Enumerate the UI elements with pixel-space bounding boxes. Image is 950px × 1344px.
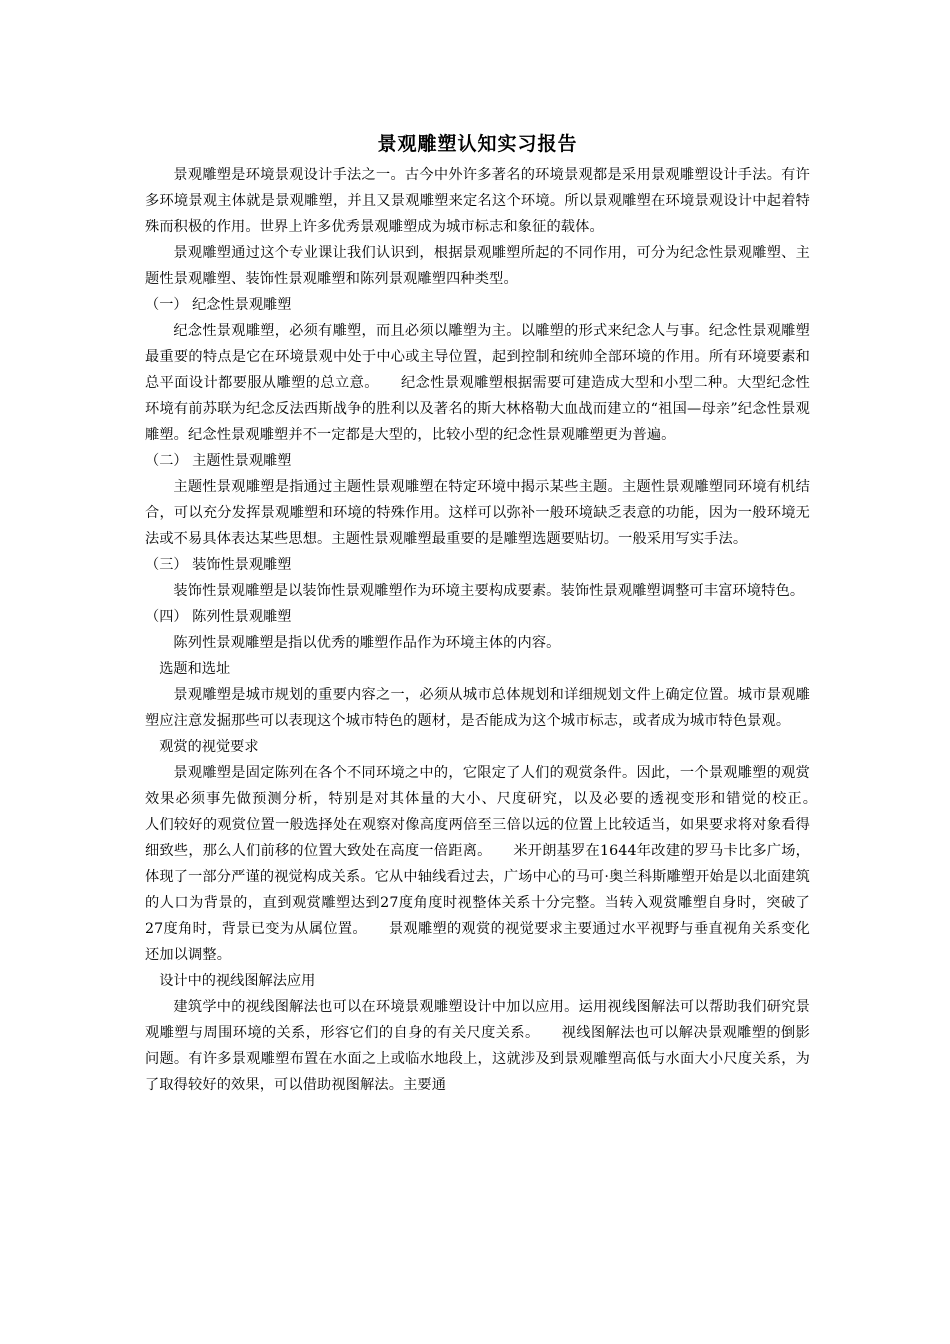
section-heading-memorial: （一） 纪念性景观雕塑 <box>145 297 292 313</box>
subheading-sightline-method: 设计中的视线图解法应用 <box>159 973 316 989</box>
document-title: 景观雕塑认知实习报告 <box>377 133 578 155</box>
section-heading-exhibition: （四） 陈列性景观雕塑 <box>145 609 292 625</box>
section-heading-thematic: （二） 主题性景观雕塑 <box>145 453 292 469</box>
subheading-site-selection: 选题和选址 <box>159 661 231 677</box>
types-paragraph: 景观雕塑通过这个专业课让我们认识到，根据景观雕塑所起的不同作用，可分为纪念性景观雕塑、主题性景观雕塑、装饰性景观雕塑和陈列景观雕塑四种类型。 <box>145 245 810 287</box>
decorative-paragraph: 装饰性景观雕塑是以装饰性景观雕塑作为环境主要构成要素。装饰性景观雕塑调整可丰富环境特色。 <box>173 583 805 599</box>
site-selection-paragraph: 景观雕塑是城市规划的重要内容之一，必须从城市总体规划和详细规划文件上确定位置。城市景观雕塑应注意发掘那些可以表现这个城市特色的题材，是否能成为这个城市标志，或者成为城市特色景观。 <box>145 687 810 729</box>
sightline-method-paragraph: 建筑学中的视线图解法也可以在环境景观雕塑设计中加以应用。运用视线图解法可以帮助我们研究景观雕塑与周围环境的关系，形容它们的自身的有关尺度关系。 视线图解法也可以解决景观雕塑的倒影问题。有许多景观雕塑布置在水面之上或临水地段上，这就涉及到景观雕塑高低与水面大小尺度关系，为了取得较好的效果，可以借助视图解法。主要通 <box>145 999 810 1093</box>
intro-paragraph: 景观雕塑是环境景观设计手法之一。古今中外许多著名的环境景观都是采用景观雕塑设计手法。有许多环境景观主体就是景观雕塑，并且又景观雕塑来定名这个环境。所以景观雕塑在环境景观设计中起着特殊而积极的作用。世界上许多优秀景观雕塑成为城市标志和象征的载体。 <box>145 167 810 235</box>
thematic-paragraph: 主题性景观雕塑是指通过主题性景观雕塑在特定环境中揭示某些主题。主题性景观雕塑同环境有机结合，可以充分发挥景观雕塑和环境的特殊作用。这样可以弥补一般环境缺乏表意的功能，因为一般环境无法或不易具体表达某些思想。主题性景观雕塑最重要的是雕塑选题要贴切。一般采用写实手法。 <box>145 479 810 547</box>
visual-requirements-paragraph: 景观雕塑是固定陈列在各个不同环境之中的，它限定了人们的观赏条件。因此，一个景观雕塑的观赏效果必须事先做预测分析，特别是对其体量的大小、尺度研究，以及必要的透视变形和错觉的校正。 人们较好的观赏位置一般选择处在观察对像高度两倍至三倍以远的位置上比较适当，如果要求将对象看得细致些，那么人们前移的位置大致处在高度一倍距离。 米开朗基罗在1644年改建的罗马卡比多广场，体现了一部分严谨的视觉构成关系。它从中轴线看过去，广场中心的马可·奥兰科斯雕塑开始是以北面建筑的人口为背景的，直到观赏雕塑达到27度角度时视整体关系十分完整。当转入观赏雕塑自身时，突破了27度角时，背景已变为从属位置。 景观雕塑的观赏的视觉要求主要通过水平视野与垂直视角关系变化还加以调整。 <box>145 765 839 963</box>
subheading-visual-requirements: 观赏的视觉要求 <box>159 739 259 755</box>
document-body <box>145 130 839 1098</box>
section-heading-decorative: （三） 装饰性景观雕塑 <box>145 557 292 573</box>
memorial-paragraph: 纪念性景观雕塑，必须有雕塑，而且必须以雕塑为主。以雕塑的形式来纪念人与事。纪念性景观雕塑最重要的特点是它在环境景观中处于中心或主导位置，起到控制和统帅全部环境的作用。所有环境要素和总平面设计都要服从雕塑的总立意。 纪念性景观雕塑根据需要可建造成大型和小型二种。大型纪念性环境有前苏联为纪念反法西斯战争的胜利以及著名的斯大林格勒大血战而建立的“祖国—母亲”纪念性景观雕塑。纪念性景观雕塑并不一定都是大型的，比较小型的纪念性景观雕塑更为普遍。 <box>145 323 810 443</box>
exhibition-paragraph: 陈列性景观雕塑是指以优秀的雕塑作品作为环境主体的内容。 <box>173 635 561 651</box>
